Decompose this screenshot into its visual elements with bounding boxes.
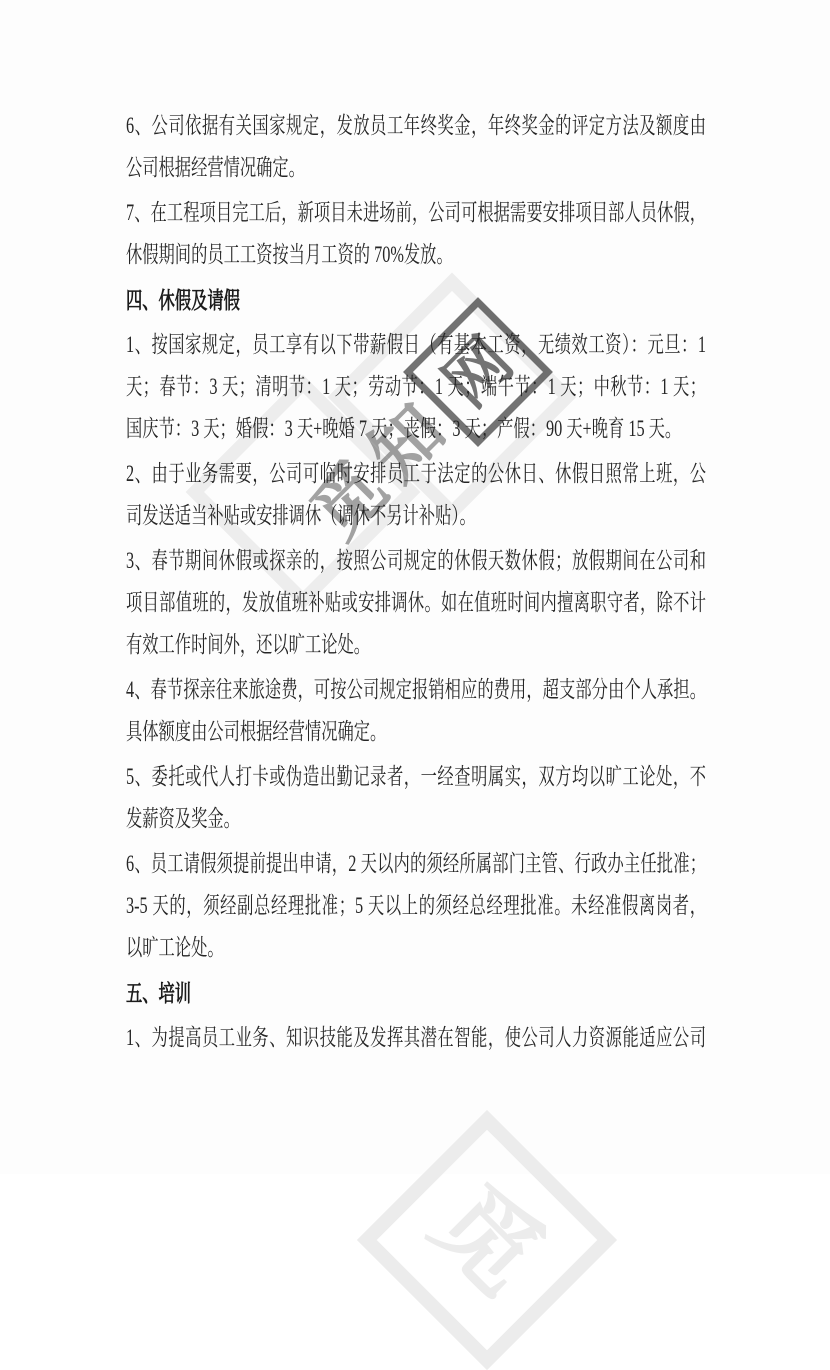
text-line: 4、春节探亲往来旅途费，可按公司规定报销相应的费用，超支部分由个人承担。: [126, 677, 706, 702]
paragraph: [126, 843, 706, 969]
text-line: 3-5 天的，须经副总经理批准；5 天以上的须经总经理批准。未经准假离岗者，: [126, 893, 706, 918]
paragraph: [126, 540, 706, 666]
section-heading: [126, 972, 706, 1014]
paragraph: [126, 756, 706, 840]
text-line: 7、在工程项目完工后，新项目未进场前，公司可根据需要安排项目部人员休假，: [126, 200, 706, 225]
watermark-bottom-char: 觅: [412, 1165, 562, 1315]
text-line: 休假期间的员工工资按当月工资的 70%发放。: [126, 242, 453, 267]
text-line: 2、由于业务需要，公司可临时安排员工于法定的公休日、休假日照常上班，公: [126, 461, 706, 486]
paragraph: [126, 192, 706, 276]
paragraph: [126, 324, 706, 450]
text-line: 3、春节期间休假或探亲的，按照公司规定的休假天数休假；放假期间在公司和: [126, 548, 706, 573]
text-line: 5、委托或代人打卡或伪造出勤记录者，一经查明属实，双方均以旷工论处，不: [126, 764, 706, 789]
paragraph: [126, 105, 706, 189]
text-line: 有效工作时间外，还以旷工论处。: [126, 632, 371, 657]
text-line: 天；春节：3 天；清明节：1 天；劳动节：1 天；端午节：1 天；中秋节：1 天；: [126, 374, 706, 399]
text-line: 6、公司依据有关国家规定，发放员工年终奖金，年终奖金的评定方法及额度由: [126, 113, 706, 138]
text-line: 具体额度由公司根据经营情况确定。: [126, 719, 387, 744]
watermark-char: 觅: [296, 448, 402, 554]
text-line: 国庆节：3 天；婚假：3 天+晚婚 7 天；丧假：3 天；产假：90 天+晚育 15 天。: [126, 416, 682, 441]
document-body: [126, 105, 706, 1062]
text-line: 以旷工论处。: [126, 935, 224, 960]
text-line: 项目部值班的，发放值班补贴或安排调休。如在值班时间内擅离职守者，除不计: [126, 590, 706, 615]
text-line: 1、为提高员工业务、知识技能及发挥其潜在智能，使公司人力资源能适应公司: [126, 1025, 706, 1050]
text-line: 四、休假及请假: [126, 287, 240, 313]
text-line: 1、按国家规定，员工享有以下带薪假日（有基本工资，无绩效工资）：元旦：1: [126, 332, 706, 357]
section-heading: [126, 279, 706, 321]
watermark-bottom-logo-icon: [357, 1110, 617, 1370]
paragraph: [126, 1017, 706, 1059]
text-line: 五、培训: [126, 980, 192, 1006]
paragraph: [126, 669, 706, 753]
watermark-char: 知: [354, 390, 460, 496]
text-line: 公司根据经营情况确定。: [126, 155, 305, 180]
paragraph: [126, 453, 706, 537]
text-line: 6、员工请假须提前提出申请，2 天以内的须经所属部门主管、行政办主任批准；: [126, 851, 706, 876]
text-line: 司发送适当补贴或安排调休（调休不另计补贴）。: [126, 503, 476, 528]
watermark-logo-char: 网: [429, 323, 527, 421]
text-line: 发薪资及奖金。: [126, 806, 240, 831]
